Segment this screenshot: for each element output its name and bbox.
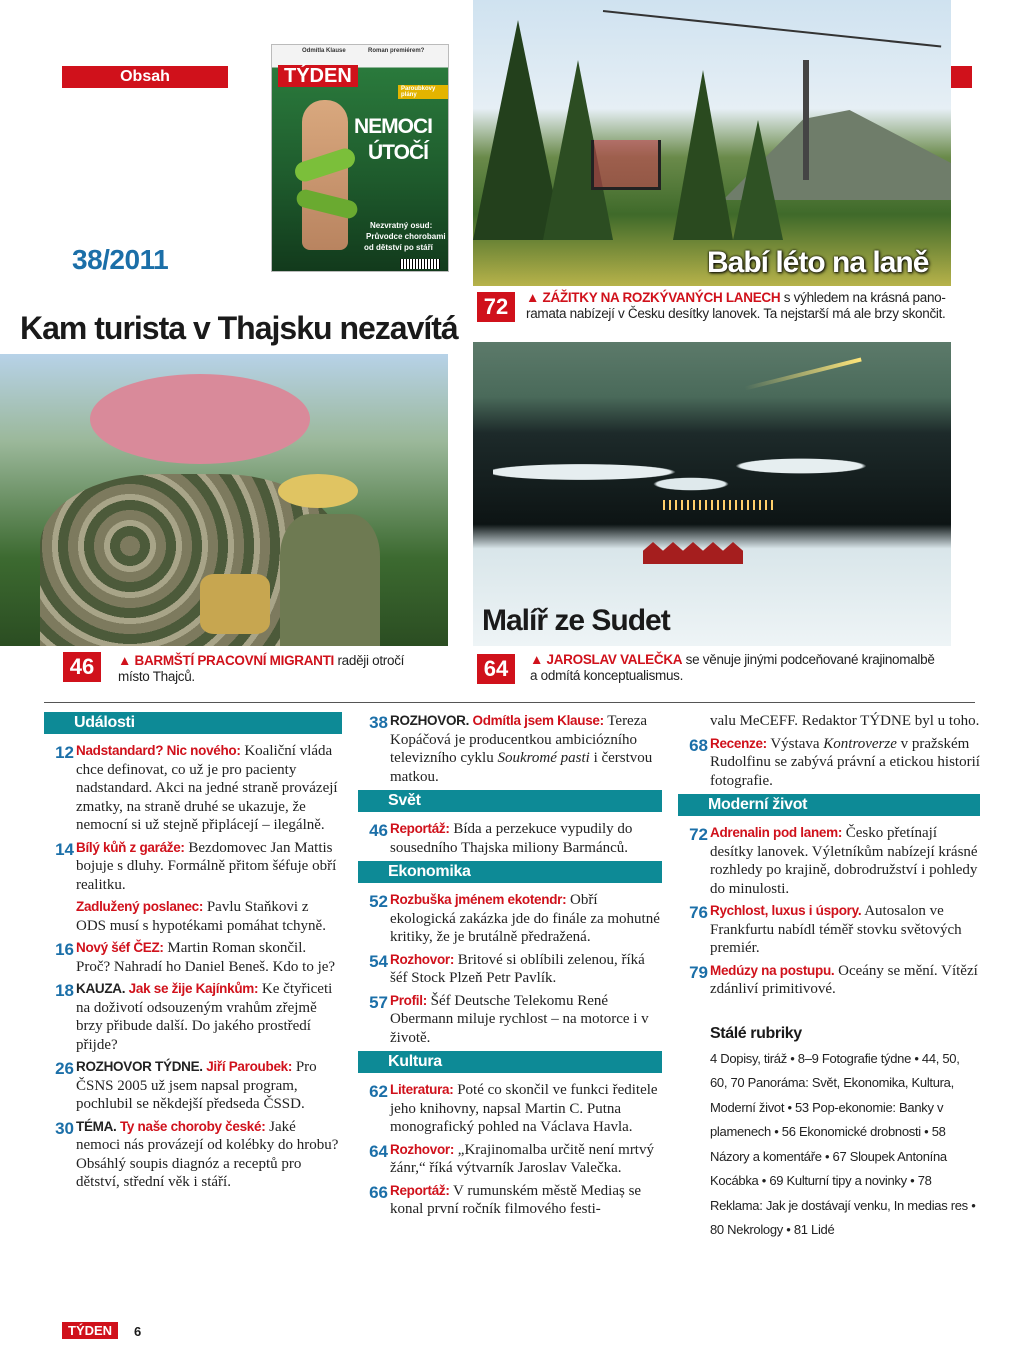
feature-title-painter: Malíř ze Sudet: [482, 604, 670, 637]
entry-text: [390, 1141, 662, 1178]
entry-italic: Kontroverze: [823, 735, 897, 752]
list-item[interactable]: [678, 902, 980, 958]
caption-rest-2: ramata nabízejí v Česku desítky lanovek. Ta nejstarší má ale brzy skončit.: [526, 306, 946, 321]
list-item[interactable]: [44, 898, 342, 935]
page-ref[interactable]: 26: [55, 1059, 74, 1078]
page-ref[interactable]: 38: [369, 713, 388, 732]
entry-body: Koaliční vláda chce definovat, co už je pro pacienty nadstandard. Akci na jedné straně provázejí zmatky, na straně druhé se ukazuje, že nemocní si už stejně připlácejí – ilegálně.: [76, 743, 338, 833]
entry-label: Zadlužený poslanec:: [76, 899, 204, 914]
ice-patches: [493, 442, 933, 502]
entry-body: Ke čtyřiceti na doživotí odsouzeným vrahům zřejmě brzy přibude další. Do jakého prostředí přijde?: [76, 981, 333, 1053]
entry-body: Pro ČSNS 2005 už jsem napsal program, pochlubil se někdejší předseda ČSSD.: [76, 1059, 317, 1112]
entry-label: Reportáž:: [390, 1182, 450, 1198]
list-item[interactable]: [358, 1182, 662, 1219]
page-ref[interactable]: 57: [369, 992, 388, 1012]
entry-kicker: ROZHOVOR.: [390, 713, 473, 728]
entry-body: Tereza Kopáčová je producentkou ambiciózního televizního cyklu: [390, 713, 648, 766]
feature-caption-chairlift: [526, 290, 956, 322]
page-ref[interactable]: 62: [369, 1082, 388, 1101]
section-head-kultura: Kultura: [358, 1051, 662, 1073]
entry-body: Jaké nemoci nás provázejí od kolébky do hrobu? Obsáhlý soupis diagnóz a receptů pro dětství, střední věk i stáří.: [76, 1118, 339, 1190]
list-item[interactable]: [678, 962, 980, 999]
column-1: [44, 712, 342, 1196]
entry-text: [76, 1118, 342, 1192]
cover-sub-2: Průvodce chorobami: [366, 232, 446, 241]
entry-kicker: ROZHOVOR TÝDNE.: [76, 1059, 207, 1074]
page-ref[interactable]: 12: [55, 743, 74, 762]
section-head-udalosti: Události: [44, 712, 342, 734]
section-head-ekonomika: Ekonomika: [358, 861, 662, 883]
entry-label: Nový šéf ČEZ:: [76, 940, 164, 955]
header-bar-right: [950, 66, 972, 88]
feature-caption-painter: [530, 652, 960, 684]
caption-rest-2: místo Thajců.: [118, 669, 195, 684]
entry-text: [390, 820, 662, 857]
entry-body: Autosalon ve Frankfurtu nabídl téměř stovku světových premiér.: [710, 903, 962, 956]
entry-label: Bílý kůň z garáže:: [76, 839, 185, 855]
page-ref[interactable]: 66: [369, 1182, 388, 1202]
caption-rest: se věnuje jinými podceňované krajinomalbě: [682, 652, 935, 667]
stale-rubriky-text: 4 Dopisy, tiráž • 8–9 Fotografie týdne • 44, 50, 60, 70 Panoráma: Svět, Ekonomika, Kultura, Moderní život • 53 Pop-ekonomie: Banky v plamenech • 56 Ekonomické drobnosti • 58 Názory a komentáře • 67 Sloupek Antonína Kocábka • 69 Kulturní tipy a novinky • 78 Reklama: Jak je dostávají venku, In medias res • 80 Nekrology • 81 Lidé: [710, 1050, 976, 1237]
page-ref[interactable]: 72: [689, 825, 708, 844]
cover-headline-2: ÚTOČÍ: [368, 141, 428, 164]
column-3: [678, 712, 980, 1243]
cover-top-right: Roman premiérem?: [368, 48, 425, 54]
entry-text: [76, 742, 342, 835]
tree-3: [673, 70, 733, 240]
column-2: [358, 712, 662, 1223]
stale-rubriky-head: Stálé rubriky: [710, 1024, 802, 1042]
list-item[interactable]: [44, 1118, 342, 1192]
entry-body: „Krajinomalba určitě není mrtvý žánr,“ říká výtvarník Jaroslav Valečka.: [390, 1141, 654, 1176]
page-ref[interactable]: 16: [55, 940, 74, 959]
page-ref[interactable]: 18: [55, 981, 74, 1000]
entry-text: [710, 902, 980, 958]
entry-body: Martin Roman skončil. Proč? Nahradí ho Daniel Beneš. Kdo to je?: [76, 940, 336, 975]
entry-text: [390, 712, 662, 786]
caption-rest: s výhledem na krásná pano-: [780, 290, 946, 305]
page-ref[interactable]: 64: [369, 1141, 388, 1161]
entry-text: [710, 962, 980, 999]
entry-text: [76, 1058, 342, 1114]
page-ref[interactable]: 52: [369, 892, 388, 911]
entry-body: Šéf Deutsche Telekomu René Obermann miluje rychlost – na motorce i v životě.: [390, 992, 649, 1046]
list-item[interactable]: [44, 1058, 342, 1114]
entry-label: Nadstandard? Nic nového:: [76, 743, 241, 758]
divider-line: [44, 702, 975, 703]
town-lights: [663, 500, 773, 510]
page-ref[interactable]: 14: [55, 839, 74, 859]
list-item[interactable]: [358, 1081, 662, 1137]
entry-label: Jiří Paroubek:: [206, 1059, 293, 1074]
caption-lead: ▲ ZÁŽITKY NA ROZKÝVANÝCH LANECH: [526, 290, 781, 305]
entry-label: Rozhovor:: [390, 951, 455, 967]
feature-page-painter[interactable]: 64: [477, 654, 515, 684]
list-item[interactable]: [358, 712, 662, 786]
entry-body: Česko přetínají desítky lanovek. Výletníkům nabízejí krásné rozhledy po krajině, dobrodružství i pohledy do minulosti.: [710, 825, 978, 897]
section-head-svet: Svět: [358, 790, 662, 812]
feature-title-thailand: Kam turista v Thajsku nezavítá: [20, 310, 458, 346]
cover-badge: Paroubkovy plány: [398, 85, 448, 99]
list-item[interactable]: [358, 951, 662, 988]
caption-rest-2: a odmítá konceptualismus.: [530, 668, 684, 683]
cover-headline-1: NEMOCI: [354, 115, 432, 138]
entry-body: Britové si oblíbili zelenou, říká šéf Stock Plzeň Petr Pavlík.: [390, 951, 645, 986]
lift-pylon: [803, 60, 809, 180]
list-item[interactable]: [44, 939, 342, 976]
list-item[interactable]: [358, 992, 662, 1048]
list-item[interactable]: [678, 735, 980, 791]
entry-label: Adrenalin pod lanem:: [710, 825, 843, 840]
list-item[interactable]: [44, 839, 342, 895]
list-item[interactable]: [44, 980, 342, 1054]
footer-brand: TÝDEN: [62, 1322, 118, 1339]
section-head-moderni-zivot: Moderní život: [678, 794, 980, 816]
photo-thailand: [0, 354, 448, 646]
entry-kicker: TÉMA.: [76, 1118, 120, 1134]
entry-text: [390, 1081, 662, 1137]
entry-label: Rozhovor:: [390, 1141, 455, 1157]
feature-page-thailand[interactable]: 46: [63, 652, 101, 682]
continued-text: valu MeCEFF. Redaktor TÝDNE byl u toho.: [710, 713, 980, 729]
list-item[interactable]: [358, 891, 662, 947]
man-body: [280, 514, 380, 646]
photo-painting: [473, 342, 951, 646]
hat-woman: [90, 374, 310, 464]
cover-barcode: [400, 259, 440, 269]
entry-label: Medúzy na postupu.: [710, 962, 835, 978]
lift-chair: [591, 140, 661, 190]
entry-label: Ty naše choroby české:: [119, 1118, 266, 1134]
cover-brand: TÝDEN: [278, 65, 358, 87]
list-item[interactable]: [358, 1141, 662, 1178]
page-ref[interactable]: 30: [55, 1118, 74, 1138]
entry-body: Poté co skončil ve funkci ředitele jeho knihovny, napsal Martin C. Putna monografický pohled na Václava Havla.: [390, 1082, 658, 1135]
entry-label: Odmítla jsem Klause:: [472, 713, 604, 728]
entry-body: Oceány se mění. Vítězí zdánliví primitivové.: [710, 962, 978, 997]
entry-kicker: KAUZA.: [76, 981, 129, 996]
entry-label: Literatura:: [390, 1082, 454, 1097]
entry-text: [76, 939, 342, 976]
entry-label: Rychlost, luxus i úspory.: [710, 903, 862, 918]
section-label: Obsah: [120, 68, 170, 85]
entry-body-2: i čerstvou matkou.: [390, 750, 653, 785]
entry-body-2: v pražském Rudolfinu se zabývá právní a etickou historií fotografie.: [710, 735, 980, 789]
entry-text: [390, 891, 662, 947]
entry-text: [390, 992, 662, 1048]
list-item[interactable]: [44, 742, 342, 835]
entry-body: Obří ekologická zakázka jde do finále za mohutné kritiky, že je brutálně předražená.: [390, 892, 660, 945]
list-item[interactable]: [678, 824, 980, 898]
caption-rest: raději otročí: [334, 653, 405, 668]
cover-sub-3: od dětství po stáří: [364, 243, 433, 252]
rice-bundle: [200, 574, 270, 634]
entry-body: Bída a perzekuce vypudily do sousedního Thajska miliony Barmánců.: [390, 821, 633, 856]
entry-label: Recenze:: [710, 735, 767, 751]
entry-text: [76, 980, 342, 1054]
entry-body: Pavlu Staňkovi z ODS musí s hypotékami pomáhat tchyně.: [76, 899, 326, 934]
entry-label: Jak se žije Kajínkům:: [128, 981, 259, 996]
cover-top-left: Odmítla Klause: [302, 48, 346, 54]
entry-body: Bezdomovec Jan Mattis bojuje s dluhy. Formálně přitom šéfuje obří realitku.: [76, 839, 337, 893]
entry-label: Rozbuška jménem ekotendr:: [390, 892, 567, 907]
photo-chairlift: [473, 0, 951, 286]
page-ref[interactable]: 46: [369, 821, 388, 840]
entry-body: Výstava: [766, 735, 824, 752]
entry-italic: Soukromé pasti: [497, 750, 590, 766]
feature-title-chairlift: Babí léto na laně: [707, 246, 929, 279]
hat-man: [278, 474, 358, 508]
feature-page-chairlift[interactable]: 72: [477, 292, 515, 322]
entry-label: Profil:: [390, 992, 427, 1008]
page-ref[interactable]: 79: [689, 962, 708, 982]
entry-text: [390, 951, 662, 988]
comet: [744, 358, 861, 391]
page-ref[interactable]: 76: [689, 903, 708, 922]
page-ref[interactable]: 68: [689, 735, 708, 755]
entry-text: [76, 898, 342, 935]
issue-number: 38/2011: [72, 244, 169, 275]
entry-text: [710, 824, 980, 898]
caption-lead: ▲ JAROSLAV VALEČKA: [530, 652, 683, 667]
entry-text: [390, 1182, 662, 1219]
entry-text: [710, 735, 980, 791]
cover-sub-1: Nezvratný osud:: [370, 221, 433, 230]
entry-body: V rumunském městě Mediaș se konal první ročník filmového festi-: [390, 1182, 642, 1217]
list-item[interactable]: [358, 820, 662, 857]
page-ref[interactable]: 54: [369, 951, 388, 971]
list-item: [678, 712, 980, 731]
entry-text: [76, 839, 342, 895]
caption-lead: ▲ BARMŠTÍ PRACOVNÍ MIGRANTI: [118, 653, 335, 668]
feature-caption-thailand: [118, 653, 458, 685]
lift-cable: [603, 10, 941, 48]
page-number: 6: [134, 1324, 142, 1339]
magazine-cover: [271, 44, 449, 272]
entry-label: Reportáž:: [390, 821, 450, 836]
red-houses: [643, 542, 743, 564]
